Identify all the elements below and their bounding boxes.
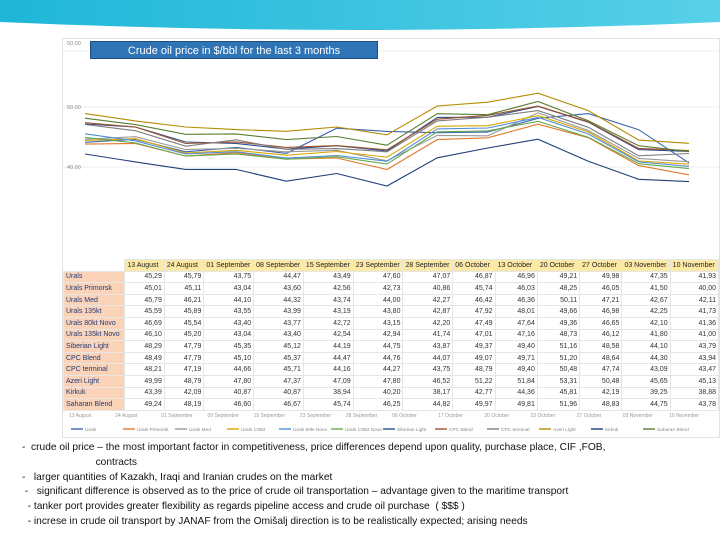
table-cell: 46,12 — [580, 329, 622, 341]
table-cell: 43,75 — [204, 271, 254, 283]
table-cell: 51,20 — [537, 352, 579, 364]
table-cell: 43,40 — [254, 329, 304, 341]
table-cell: 44,00 — [353, 294, 403, 306]
table-row — [64, 387, 719, 399]
series-line-urals-80kt-novo — [85, 117, 689, 166]
table-cell: 44,75 — [353, 341, 403, 353]
table-header-cell: 10 November — [670, 260, 718, 272]
table-cell: 41,73 — [670, 306, 718, 318]
table-cell: 45,71 — [254, 364, 304, 376]
table-cell: 45,10 — [204, 352, 254, 364]
table-row — [64, 352, 719, 364]
series-line-cpc-blend — [85, 106, 689, 151]
table-header-cell: 08 September — [254, 260, 304, 272]
table-cell: 46,69 — [125, 317, 165, 329]
table-cell: 42,11 — [670, 294, 718, 306]
table-cell: 46,03 — [495, 283, 537, 295]
table-header-cell: 27 October — [580, 260, 622, 272]
table-cell: 42,27 — [403, 294, 453, 306]
table-cell: 49,99 — [125, 375, 165, 387]
table-cell: 46,42 — [453, 294, 495, 306]
table-cell: 44,27 — [353, 364, 403, 376]
note-line: - larger quantities of Kazakh, Iraqi and Iranian crudes on the market — [22, 471, 333, 483]
table-cell: 49,36 — [537, 317, 579, 329]
table-cell: 46,65 — [580, 317, 622, 329]
table-row — [64, 283, 719, 295]
table-cell: 43,19 — [303, 306, 353, 318]
table-cell: 47,37 — [254, 375, 304, 387]
table-cell: 43,79 — [670, 341, 718, 353]
table-cell: 47,07 — [403, 271, 453, 283]
x-tick-label: 23 October — [530, 413, 556, 419]
table-cell: 42,72 — [303, 317, 353, 329]
note-line: - significant difference is observed as to the price of crude oil transportation – advantage given to the maritime transport — [22, 486, 569, 498]
table-cell: 49,98 — [580, 271, 622, 283]
x-tick-label: 15 September — [253, 413, 286, 419]
table-cell: 49,40 — [495, 341, 537, 353]
y-tick-label: 40.00 — [67, 165, 81, 171]
table-cell: 45,12 — [254, 341, 304, 353]
row-name: Kirkuk — [64, 387, 125, 399]
row-name: CPC terminal — [64, 364, 125, 376]
table-cell: 51,96 — [537, 399, 579, 411]
table-cell: 46,60 — [204, 399, 254, 411]
table-cell: 49,97 — [453, 399, 495, 411]
table-cell: 50,11 — [537, 294, 579, 306]
series-line-kirkuk — [85, 139, 689, 186]
table-cell: 46,87 — [453, 271, 495, 283]
table-cell: 49,24 — [125, 399, 165, 411]
note-line: - increse in crude oil transport by JANAF from the Omišalj direction is to be realistically expected; arising needs — [22, 515, 528, 527]
table-cell: 46,21 — [164, 294, 204, 306]
table-row — [64, 399, 719, 411]
y-tick-label: 50.00 — [67, 41, 81, 47]
legend-label: Azeri Light — [553, 428, 576, 433]
legend-label: Urals Med — [189, 428, 211, 433]
table-cell: 44,76 — [353, 352, 403, 364]
table-cell: 43,94 — [670, 352, 718, 364]
table-cell: 47,19 — [164, 364, 204, 376]
table-cell: 41,80 — [622, 329, 670, 341]
table-cell: 53,31 — [537, 375, 579, 387]
row-name: Azeri Light — [64, 375, 125, 387]
table-header-cell: 24 August — [164, 260, 204, 272]
table-cell: 43,39 — [125, 387, 165, 399]
table-cell: 48,58 — [580, 341, 622, 353]
table-cell: 47,16 — [495, 329, 537, 341]
chart-title: Crude oil price in $/bbl for the last 3 months — [90, 41, 378, 59]
legend-label: Urals Primorsk — [137, 428, 169, 433]
table-cell: 40,86 — [403, 283, 453, 295]
table-cell: 47,79 — [164, 352, 204, 364]
table-row — [64, 341, 719, 353]
legend-label: Kirkuk — [605, 428, 619, 433]
table-cell: 47,64 — [495, 317, 537, 329]
table-cell: 38,17 — [403, 387, 453, 399]
x-tick-label: 24 August — [115, 413, 138, 419]
table-cell: 43,99 — [254, 306, 304, 318]
table-cell: 47,49 — [453, 317, 495, 329]
legend-label: CPC terminal — [501, 428, 530, 433]
table-cell: 42,25 — [622, 306, 670, 318]
notes-block — [22, 441, 712, 530]
legend-label: Saharan Blend — [657, 428, 689, 433]
table-cell: 43,04 — [204, 329, 254, 341]
table-cell: 44,66 — [204, 364, 254, 376]
table-cell: 48,29 — [125, 341, 165, 353]
table-cell: 40,87 — [204, 387, 254, 399]
note-line: - crude oil price – the most important factor in competitiveness, price differences depend upon quality, purchase place, CIF ,FOB, — [22, 442, 606, 453]
table-header-cell: 20 October — [537, 260, 579, 272]
table-cell: 43,80 — [353, 306, 403, 318]
table-cell: 48,25 — [537, 283, 579, 295]
table-cell: 42,77 — [453, 387, 495, 399]
table-row — [64, 375, 719, 387]
table-cell: 45,65 — [622, 375, 670, 387]
table-cell: 43,77 — [254, 317, 304, 329]
legend-label: Urals — [85, 428, 97, 433]
x-tick-label: 17 October — [438, 413, 463, 419]
table-cell: 49,40 — [495, 364, 537, 376]
x-tick-label: 27 October — [576, 413, 602, 419]
x-tick-label: 20 October — [484, 413, 510, 419]
table-cell: 49,71 — [495, 352, 537, 364]
table-cell: 47,01 — [453, 329, 495, 341]
row-name: Urals Primorsk — [64, 283, 125, 295]
table-cell: 41,36 — [670, 317, 718, 329]
x-tick-label: 13 August — [69, 413, 92, 419]
row-name: Siberian Light — [64, 341, 125, 353]
table-cell: 44,47 — [303, 352, 353, 364]
table-cell: 42,56 — [303, 283, 353, 295]
table-cell: 42,20 — [403, 317, 453, 329]
x-tick-label: 28 September — [345, 413, 378, 419]
table-cell: 43,74 — [303, 294, 353, 306]
table-cell: 51,22 — [453, 375, 495, 387]
row-name: Urals 80kt Novo — [64, 317, 125, 329]
row-name: Urals 135kt Novo — [64, 329, 125, 341]
table-cell: 43,75 — [403, 364, 453, 376]
table-cell: 45,79 — [125, 294, 165, 306]
x-tick-label: 03 November — [622, 413, 653, 419]
table-cell: 44,36 — [495, 387, 537, 399]
table-cell: 40,20 — [353, 387, 403, 399]
table-cell: 46,36 — [495, 294, 537, 306]
table-cell: 41,00 — [670, 329, 718, 341]
table-cell: 45,35 — [204, 341, 254, 353]
table-cell: 46,98 — [580, 306, 622, 318]
table-header-cell: 03 November — [622, 260, 670, 272]
table-cell: 45,11 — [164, 283, 204, 295]
table-row — [64, 294, 719, 306]
table-cell: 42,09 — [164, 387, 204, 399]
table-cell: 48,64 — [580, 352, 622, 364]
table-cell: 43,04 — [204, 283, 254, 295]
slide-header-band — [0, 0, 720, 32]
table-cell: 41,50 — [622, 283, 670, 295]
table-cell: 50,48 — [580, 375, 622, 387]
table-cell: 47,09 — [303, 375, 353, 387]
table-cell: 46,67 — [254, 399, 304, 411]
table-cell: 42,10 — [622, 317, 670, 329]
table-row — [64, 306, 719, 318]
row-name: CPC Blend — [64, 352, 125, 364]
table-cell: 43,49 — [303, 271, 353, 283]
table-cell: 45,59 — [125, 306, 165, 318]
table-cell: 49,21 — [537, 271, 579, 283]
legend-label: CPC Blend — [449, 428, 473, 433]
table-header-cell: 23 September — [353, 260, 403, 272]
row-name: Urals — [64, 271, 125, 283]
table-cell: 45,74 — [303, 399, 353, 411]
table-cell: 41,74 — [403, 329, 453, 341]
table-cell: 48,79 — [164, 375, 204, 387]
table-cell: 43,47 — [670, 364, 718, 376]
table-cell: 47,21 — [580, 294, 622, 306]
note-line: contracts — [22, 456, 137, 468]
table-cell: 49,37 — [453, 341, 495, 353]
y-tick-label: 50.00 — [67, 105, 81, 111]
table-cell: 43,78 — [670, 399, 718, 411]
table-row — [64, 271, 719, 283]
table-cell: 43,87 — [403, 341, 453, 353]
table-cell: 43,55 — [204, 306, 254, 318]
x-tick-label: 01 September — [161, 413, 193, 419]
table-header-cell: 15 September — [303, 260, 353, 272]
table-cell: 48,73 — [537, 329, 579, 341]
table-corner — [64, 260, 125, 272]
x-tick-label: 06 October — [392, 413, 417, 419]
table-cell: 48,49 — [125, 352, 165, 364]
table-cell: 46,05 — [580, 283, 622, 295]
table-cell: 47,79 — [164, 341, 204, 353]
table-cell: 51,84 — [495, 375, 537, 387]
table-cell: 44,47 — [254, 271, 304, 283]
table-cell: 51,16 — [537, 341, 579, 353]
table-row — [64, 364, 719, 376]
table-cell: 47,80 — [353, 375, 403, 387]
table-cell: 44,10 — [622, 341, 670, 353]
table-cell: 40,00 — [670, 283, 718, 295]
table-cell: 45,37 — [254, 352, 304, 364]
price-table — [63, 259, 719, 411]
table-header-cell: 13 August — [125, 260, 165, 272]
table-cell: 38,94 — [303, 387, 353, 399]
table-cell: 44,32 — [254, 294, 304, 306]
note-line: - tanker port provides greater flexibility as regards pipeline access and crude oil purchase ( $$$ ) — [22, 501, 465, 513]
table-cell: 47,60 — [353, 271, 403, 283]
table-cell: 39,25 — [622, 387, 670, 399]
table-cell: 49,81 — [495, 399, 537, 411]
table-cell: 42,67 — [622, 294, 670, 306]
table-cell: 48,19 — [164, 399, 204, 411]
table-cell: 47,80 — [204, 375, 254, 387]
table-cell: 45,81 — [537, 387, 579, 399]
table-cell: 50,48 — [537, 364, 579, 376]
x-tick-label: 10 November — [669, 413, 700, 419]
table-cell: 45,29 — [125, 271, 165, 283]
table-header-cell: 28 September — [403, 260, 453, 272]
table-cell: 46,25 — [353, 399, 403, 411]
legend-label: Urals 80kt Novo — [293, 428, 328, 433]
table-cell: 48,01 — [495, 306, 537, 318]
table-cell: 48,79 — [453, 364, 495, 376]
table-header-cell: 13 October — [495, 260, 537, 272]
legend-label: Urals 135kt — [241, 428, 266, 433]
table-cell: 45,79 — [164, 271, 204, 283]
table-cell: 45,74 — [453, 283, 495, 295]
table-cell: 46,10 — [125, 329, 165, 341]
table-cell: 44,30 — [622, 352, 670, 364]
table-cell: 43,15 — [353, 317, 403, 329]
table-row — [64, 329, 719, 341]
x-tick-label: 09 September — [207, 413, 239, 419]
table-cell: 48,21 — [125, 364, 165, 376]
table-cell: 45,20 — [164, 329, 204, 341]
table-cell: 41,93 — [670, 271, 718, 283]
table-cell: 42,73 — [353, 283, 403, 295]
table-cell: 45,89 — [164, 306, 204, 318]
table-cell: 42,87 — [403, 306, 453, 318]
table-cell: 43,60 — [254, 283, 304, 295]
x-tick-label: 23 September — [299, 413, 332, 419]
table-cell: 44,19 — [303, 341, 353, 353]
table-header-cell: 06 October — [453, 260, 495, 272]
table-cell: 40,87 — [254, 387, 304, 399]
table-cell: 44,82 — [403, 399, 453, 411]
table-cell: 46,96 — [495, 271, 537, 283]
table-cell: 49,66 — [537, 306, 579, 318]
table-cell: 44,10 — [204, 294, 254, 306]
table-header-cell: 01 September — [204, 260, 254, 272]
legend-label: Siberian Light — [397, 428, 427, 433]
row-name: Urals Med — [64, 294, 125, 306]
table-cell: 43,40 — [204, 317, 254, 329]
table-cell: 47,35 — [622, 271, 670, 283]
table-cell: 38,88 — [670, 387, 718, 399]
table-cell: 42,19 — [580, 387, 622, 399]
table-cell: 46,52 — [403, 375, 453, 387]
table-cell: 47,74 — [580, 364, 622, 376]
table-row — [64, 317, 719, 329]
table-cell: 45,13 — [670, 375, 718, 387]
table-cell: 44,07 — [403, 352, 453, 364]
table-cell: 49,07 — [453, 352, 495, 364]
table-cell: 45,01 — [125, 283, 165, 295]
table-cell: 43,09 — [622, 364, 670, 376]
table-cell: 44,16 — [303, 364, 353, 376]
row-name: Saharan Blend — [64, 399, 125, 411]
table-cell: 44,75 — [622, 399, 670, 411]
table-cell: 42,94 — [353, 329, 403, 341]
chart-screenshot — [62, 38, 720, 438]
table-cell: 42,54 — [303, 329, 353, 341]
table-cell: 47,92 — [453, 306, 495, 318]
row-name: Urals 135kt — [64, 306, 125, 318]
table-cell: 48,83 — [580, 399, 622, 411]
legend-label: Urals 135kt Novo — [345, 428, 382, 433]
table-cell: 45,54 — [164, 317, 204, 329]
